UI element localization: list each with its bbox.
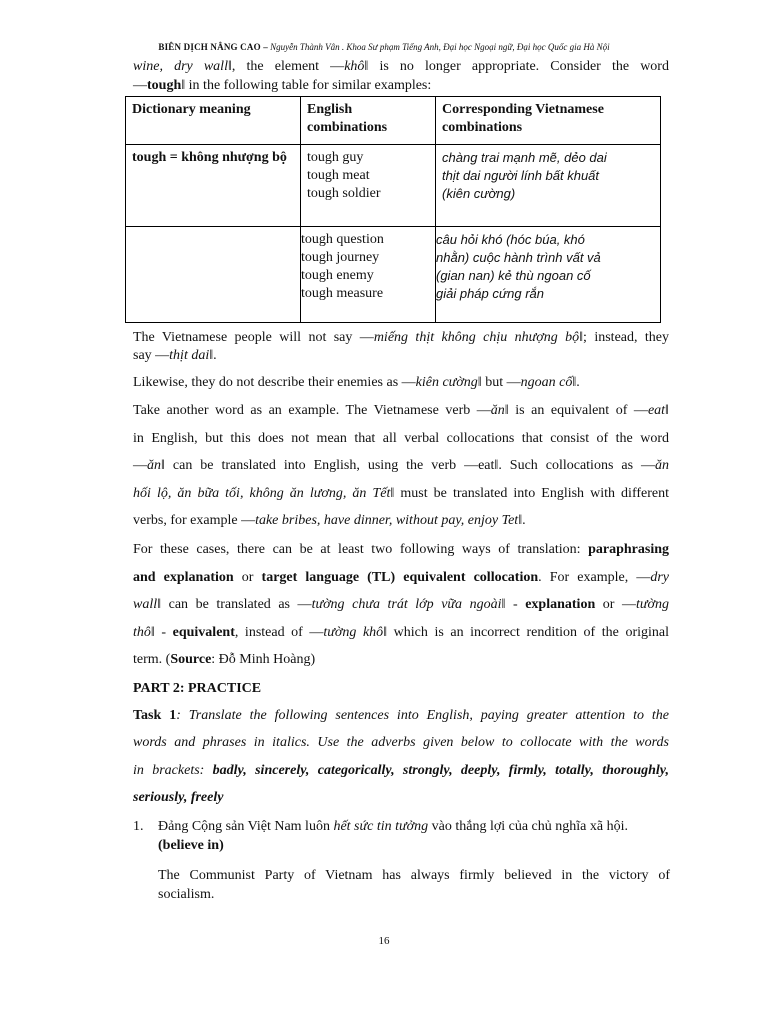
para3-line-2: in English, but this does not mean that all verbal collocations that consist of the word <box>133 431 669 446</box>
english-phrase: tough meat <box>307 168 370 183</box>
english-cell <box>301 227 436 323</box>
text-span: tường chưa trát lớp vữa ngoài <box>311 597 502 612</box>
header-author: Nguyễn Thành Vân . Khoa Sư phạm Tiếng Anh, Đại học Ngoại ngữ, Đại học Quốc gia Hà Nội <box>270 42 610 52</box>
text-span: verbs, for example ― <box>133 513 256 528</box>
task1-line-1 <box>133 707 669 725</box>
text-span: tough <box>147 78 182 93</box>
text-span: ‖; instead, they <box>579 330 670 345</box>
text-span: ăn <box>147 458 161 473</box>
text-span: dry <box>650 570 669 585</box>
table-header-row <box>126 97 661 145</box>
text-span: Source <box>170 652 212 667</box>
task1-line-4: seriously, freely <box>133 790 224 805</box>
english-phrase: tough journey <box>301 250 380 265</box>
text-span: , instead of ― <box>234 625 324 640</box>
english-phrase: tough guy <box>307 150 364 165</box>
page-number: 16 <box>378 935 390 947</box>
text-span: ăn <box>655 458 669 473</box>
text-span: hết sức tin tưởng <box>333 819 429 834</box>
item1-sentence <box>158 818 670 836</box>
text-span: ‖ which is an incorrect rendition of the original <box>383 625 670 640</box>
text-span: ‖ in the following table for similar examples: <box>181 78 432 93</box>
text-span: For these cases, there can be at least two following ways of translation: <box>133 542 589 557</box>
text-span: The Vietnamese people will not say ― <box>133 330 374 345</box>
english-phrase: tough enemy <box>301 268 374 283</box>
text-span: thô <box>133 625 151 640</box>
vietnamese-line: giải pháp cứng rắn <box>436 286 544 301</box>
running-header <box>0 42 768 52</box>
text-span: ( <box>158 838 163 853</box>
task-label: Task 1 <box>133 708 177 723</box>
item1-answer-line-1: The Communist Party of Vietnam has always firmly believed in the victory of <box>158 868 670 883</box>
task1-line-3 <box>133 762 669 780</box>
para2 <box>133 374 669 392</box>
text-span: explanation <box>525 597 596 612</box>
english-phrase: tough question <box>301 232 384 247</box>
text-span: ‖ is an equivalent of ― <box>504 403 648 418</box>
text-span: ‖, the element ― <box>227 59 345 74</box>
vietnamese-line: thịt dai người lính bất khuất <box>442 168 600 183</box>
text-span: or ― <box>595 597 637 612</box>
col-header-meaning: Dictionary meaning <box>126 97 301 145</box>
intro-line-1 <box>133 58 669 76</box>
text-span: believe in <box>162 838 220 853</box>
text-span: : Translate the following sentences into English, paying greater attention to the <box>176 708 669 723</box>
english-phrase: tough soldier <box>307 186 381 201</box>
header-title: BIÊN DỊCH NÂNG CAO – <box>158 42 268 52</box>
text-span: wall <box>133 597 158 612</box>
text-span: ‖ - <box>150 625 173 640</box>
text-span: ‖ can be translated as ― <box>157 597 312 612</box>
text-span: ‖ can be translated into English, using the verb ―eat‖. Such collocations as ― <box>161 458 655 473</box>
col-header-english: English combinations <box>301 97 436 145</box>
adverb-list: badly, sincerely, categorically, strongly, deeply, firmly, totally, thoroughly, <box>212 763 669 778</box>
text-span: wine, dry wall <box>133 59 228 74</box>
text-span: ‖. <box>209 348 217 363</box>
para1-line-1 <box>133 329 669 347</box>
part2-heading: PART 2: PRACTICE <box>133 681 262 696</box>
text-span: . For example, ― <box>538 570 651 585</box>
text-span: ‖ <box>665 403 669 418</box>
translation-table <box>125 96 661 323</box>
text-span: ‖ - <box>501 597 526 612</box>
text-span: ăn <box>490 403 505 418</box>
text-span: ― <box>133 458 147 473</box>
text-span: eat <box>647 403 666 418</box>
text-span: tường <box>636 597 670 612</box>
item1-answer-line-2: socialism. <box>158 887 215 902</box>
task1-line-2: words and phrases in italics. Use the adverbs given below to collocate with the words <box>133 735 669 750</box>
intro-line-2 <box>133 77 669 95</box>
text-span: : Đỗ Minh Hoàng) <box>211 652 316 667</box>
para1-line-2 <box>133 347 669 365</box>
para3-line-1 <box>133 402 669 420</box>
text-span: ‖ is no longer appropriate. Consider the word <box>364 59 669 74</box>
table-row <box>126 227 661 323</box>
text-span: ‖. <box>572 375 580 390</box>
para4-line-5 <box>133 651 669 669</box>
text-span: ngoan cố <box>520 375 573 390</box>
meaning-cell <box>126 227 301 323</box>
text-span: Take another word as an example. The Vietnamese verb ― <box>133 403 491 418</box>
table-row <box>126 145 661 227</box>
text-span: in brackets: <box>133 763 213 778</box>
english-cell <box>301 145 436 227</box>
text-span: ‖ must be translated into English with different <box>390 486 670 501</box>
text-span: vào thắng lợi của chủ nghĩa xã hội. <box>428 819 628 834</box>
text-span: ― <box>133 78 147 93</box>
vietnamese-cell <box>436 145 661 227</box>
text-span: miếng thịt không chịu nhượng bộ <box>373 330 580 345</box>
item1-bracket <box>158 837 670 855</box>
text-span: kiên cường <box>415 375 478 390</box>
para4-line-4 <box>133 624 669 642</box>
text-span: hối lộ, ăn bữa tối, không ăn lương, ăn Tết <box>133 486 391 501</box>
text-span: tường khô <box>323 625 384 640</box>
text-span: and explanation <box>133 570 234 585</box>
para3-line-4 <box>133 485 669 503</box>
text-span: equivalent <box>172 625 235 640</box>
item-number: 1. <box>133 819 144 834</box>
text-span: Likewise, they do not describe their enemies as ― <box>133 375 416 390</box>
para4-line-1 <box>133 541 669 559</box>
english-phrase: tough measure <box>301 286 384 301</box>
text-span: thịt dai <box>169 348 210 363</box>
vietnamese-line: nhằn) cuộc hành trình vất vả <box>436 250 601 265</box>
text-span: take bribes, have dinner, without pay, enjoy Tet <box>255 513 519 528</box>
vietnamese-line: chàng trai mạnh mẽ, dẻo dai <box>442 150 607 165</box>
text-span: Đảng Cộng sản Việt Nam luôn <box>158 819 334 834</box>
para3-line-3 <box>133 457 669 475</box>
para4-line-3 <box>133 596 669 614</box>
col-header-vietnamese: Corresponding Vietnamese combinations <box>436 97 661 145</box>
vietnamese-line: câu hỏi khó (hóc búa, khó <box>436 232 585 247</box>
text-span: ‖. <box>518 513 526 528</box>
vietnamese-line: (kiên cường) <box>442 186 516 201</box>
para3-line-5 <box>133 512 669 530</box>
text-span: term. ( <box>133 652 171 667</box>
para4-line-2 <box>133 569 669 587</box>
meaning-cell: tough = không nhượng bộ <box>126 145 301 227</box>
vietnamese-cell <box>436 227 661 323</box>
vietnamese-line: (gian nan) kẻ thù ngoan cố <box>436 268 591 283</box>
text-span: ) <box>219 838 224 853</box>
text-span: or <box>233 570 262 585</box>
text-span: ‖ but ― <box>477 375 521 390</box>
text-span: paraphrasing <box>588 542 669 557</box>
text-span: say ― <box>133 348 170 363</box>
text-span: khô <box>344 59 365 74</box>
text-span: target language (TL) equivalent collocation <box>261 570 539 585</box>
